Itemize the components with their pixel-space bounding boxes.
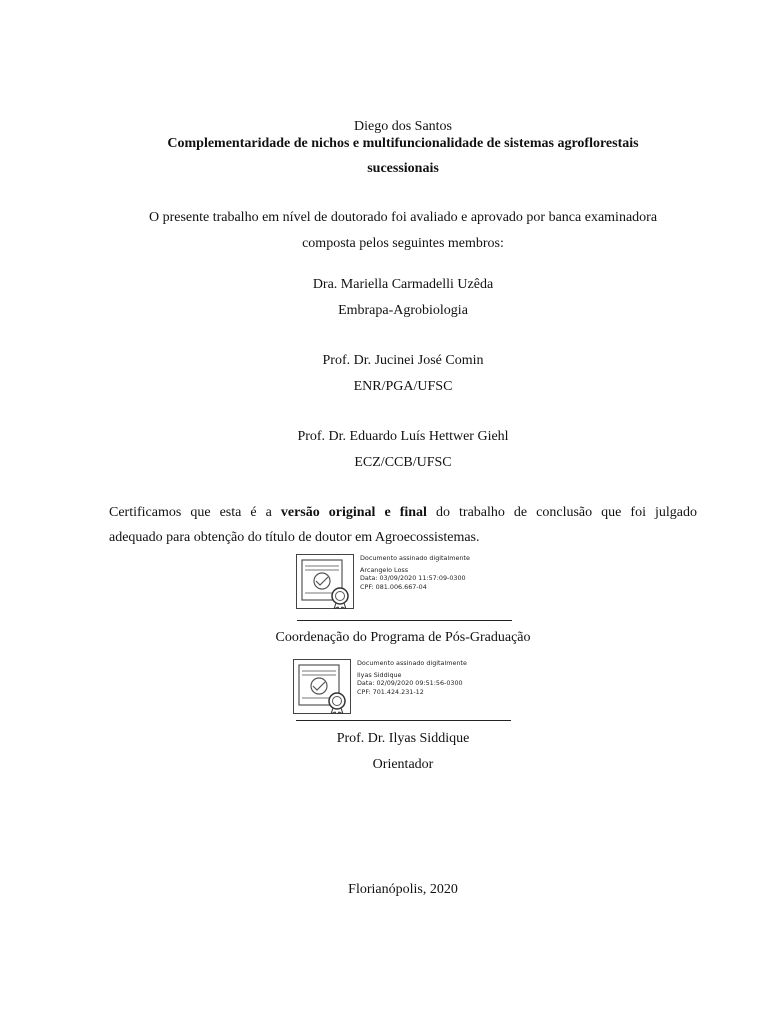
intro-text-line1: O presente trabalho em nível de doutorado foi avaliado e aprovado por banca examinadora — [148, 210, 658, 225]
place-date: Florianópolis, 2020 — [348, 882, 458, 897]
signature-2-heading: Documento assinado digitalmente — [357, 659, 467, 667]
signature-line-1 — [297, 620, 512, 621]
certification-post: do trabalho de conclusão que foi julgado — [435, 505, 697, 520]
member-3-name: Prof. Dr. Eduardo Luís Hettwer Giehl — [297, 429, 509, 444]
signature-1-text — [360, 554, 470, 591]
member-2-name: Prof. Dr. Jucinei José Comin — [322, 353, 484, 368]
signature-1-cpf: CPF: 081.006.667-04 — [360, 582, 427, 591]
certification-line2: adequado para obtenção do título de doutor em Agroecossistemas. — [109, 530, 480, 545]
coordination-label: Coordenação do Programa de Pós-Graduação — [275, 630, 531, 645]
digital-signature-2 — [293, 659, 493, 719]
gov-seal-icon — [293, 659, 351, 714]
gov-seal-icon — [296, 554, 354, 609]
thesis-title-line2: sucessionais — [367, 161, 439, 176]
member-1-name: Dra. Mariella Carmadelli Uzêda — [312, 277, 494, 292]
signature-1-name: Arcangelo Loss — [360, 565, 409, 574]
member-2-affiliation: ENR/PGA/UFSC — [353, 379, 453, 394]
signature-2-name: Ilyas Siddique — [357, 670, 402, 679]
certification-line1 — [109, 504, 697, 522]
signature-2-text — [357, 659, 467, 696]
advisor-name: Prof. Dr. Ilyas Siddique — [336, 731, 470, 746]
signature-2-date: Data: 02/09/2020 09:51:56-0300 — [357, 679, 463, 687]
certification-bold: versão original e final — [280, 505, 427, 520]
signature-1-date: Data: 03/09/2020 11:57:09-0300 — [360, 574, 466, 582]
thesis-title-line1: Complementaridade de nichos e multifuncionalidade de sistemas agroflorestais — [167, 136, 639, 151]
signature-2-cpf: CPF: 701.424.231-12 — [357, 687, 424, 696]
member-1-affiliation: Embrapa-Agrobiologia — [338, 303, 468, 318]
author-name: Diego dos Santos — [354, 119, 452, 134]
digital-signature-1 — [296, 554, 496, 614]
intro-text-line2: composta pelos seguintes membros: — [302, 236, 504, 251]
member-3-affiliation: ECZ/CCB/UFSC — [354, 455, 452, 470]
signature-line-2 — [296, 720, 511, 721]
certification-pre: Certificamos que esta é a — [109, 505, 272, 520]
advisor-role: Orientador — [372, 757, 434, 772]
signature-1-heading: Documento assinado digitalmente — [360, 554, 470, 562]
